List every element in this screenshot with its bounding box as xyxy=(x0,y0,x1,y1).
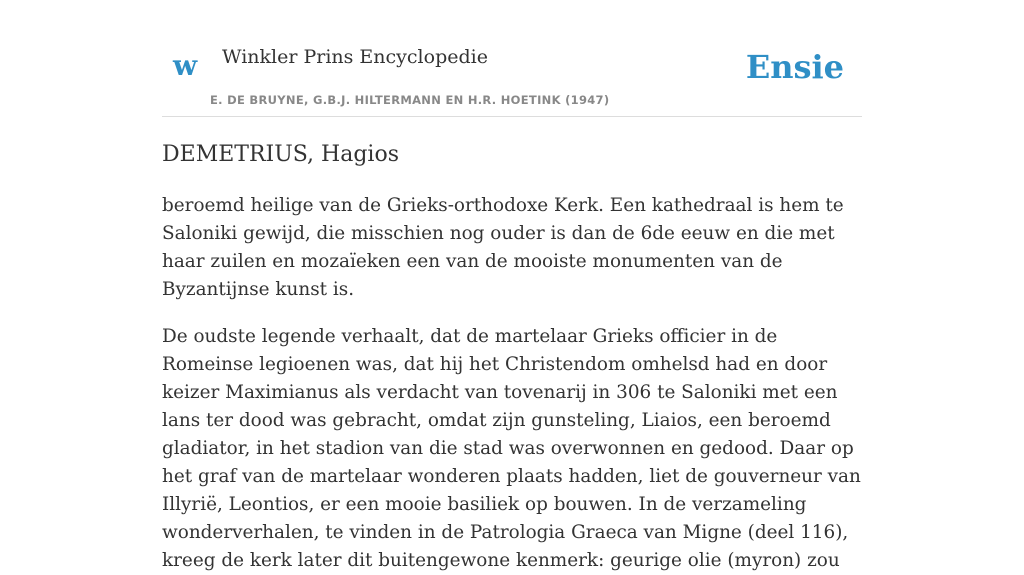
winkler-prins-logo[interactable]: w xyxy=(173,49,198,82)
article xyxy=(162,138,862,575)
article-paragraph: beroemd heilige van de Grieks-orthodoxe Kerk. Een kathedraal is hem te Saloniki gewijd, die misschien nog ouder is dan de 6de eeuw en die met haar zuilen en mozaïeken een van de mooiste monumenten van de Byzantijnse kunst is. xyxy=(162,195,844,300)
source-title[interactable]: Winkler Prins Encyclopedie xyxy=(222,46,488,68)
entry-title: DEMETRIUS, Hagios xyxy=(162,142,399,167)
source-authors: E. DE BRUYNE, G.B.J. HILTERMANN EN H.R. HOETINK (1947) xyxy=(210,93,610,107)
ensie-logo-link[interactable]: Ensie xyxy=(745,48,844,86)
site-header xyxy=(162,0,862,117)
article-paragraph: De oudste legende verhaalt, dat de martelaar Grieks officier in de Romeinse legioenen was, dat hij het Christendom omhelsd had en door keizer Maximianus als verdacht van tovenarij in 306 te Saloniki met een lans ter dood was gebracht, omdat zijn gunsteling, Liaios, een beroemd gladiator, in het stadion van die stad was overwonnen en gedood. Daar op het graf van de martelaar wonderen plaats hadden, liet de gouverneur van Illyrië, Leontios, er een mooie basiliek op bouwen. In de verzameling wonderverhalen, te vinden in de Patrologia Graeca van Migne (deel 116), kreeg de kerk later dit buitengewone kenmerk: geurige olie (myron) zou xyxy=(162,326,861,571)
